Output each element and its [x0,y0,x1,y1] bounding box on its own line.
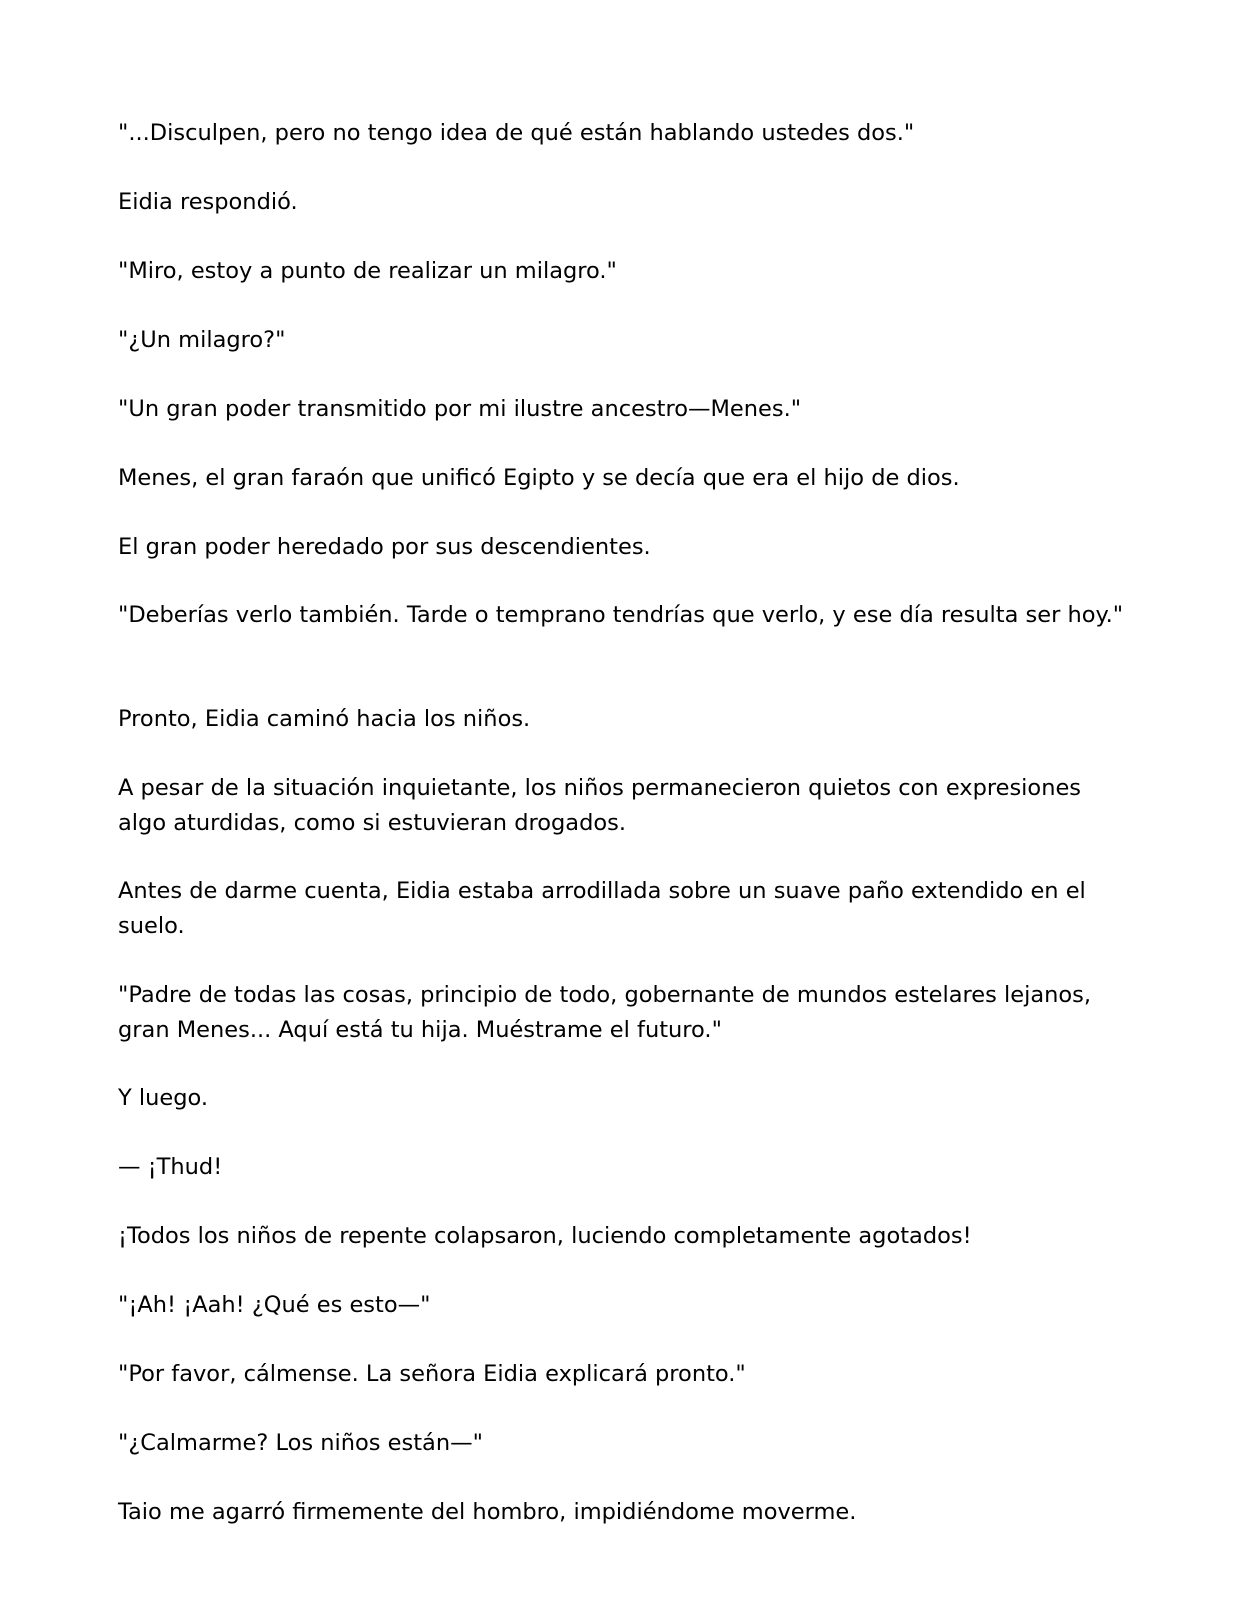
paragraph-14: — ¡Thud! [118,1154,223,1180]
paragraph-8: "Deberías verlo también. Tarde o temprano tendrías que verlo, y ese día resulta ser hoy." [118,602,1124,628]
paragraph-4: "¿Un milagro?" [118,327,286,353]
paragraph-17: "Por favor, cálmense. La señora Eidia explicará pronto." [118,1361,746,1387]
paragraph-1: "...Disculpen, pero no tengo idea de qué están hablando ustedes dos." [118,120,915,146]
paragraph-6: Menes, el gran faraón que unificó Egipto y se decía que era el hijo de dios. [118,465,960,491]
paragraph-5: "Un gran poder transmitido por mi ilustre ancestro—Menes." [118,396,802,422]
paragraph-7: El gran poder heredado por sus descendientes. [118,534,651,560]
paragraph-11: Antes de darme cuenta, Eidia estaba arrodillada sobre un suave paño extendido en el suelo. [118,878,1086,939]
paragraph-3: "Miro, estoy a punto de realizar un milagro." [118,258,617,284]
paragraph-15: ¡Todos los niños de repente colapsaron, luciendo completamente agotados! [118,1223,972,1249]
paragraph-16: "¡Ah! ¡Aah! ¿Qué es esto—" [118,1292,431,1318]
paragraph-13: Y luego. [118,1085,209,1111]
paragraph-12: "Padre de todas las cosas, principio de todo, gobernante de mundos estelares lejanos, gran Menes... Aquí está tu hija. Muéstrame el futuro." [118,982,1092,1043]
paragraph-10: A pesar de la situación inquietante, los niños permanecieron quietos con expresiones algo aturdidas, como si estuvieran drogados. [118,775,1082,836]
paragraph-19: Taio me agarró firmemente del hombro, impidiéndome moverme. [118,1499,857,1525]
paragraph-2: Eidia respondió. [118,189,298,215]
paragraph-9: Pronto, Eidia caminó hacia los niños. [118,706,531,732]
paragraph-18: "¿Calmarme? Los niños están—" [118,1430,483,1456]
